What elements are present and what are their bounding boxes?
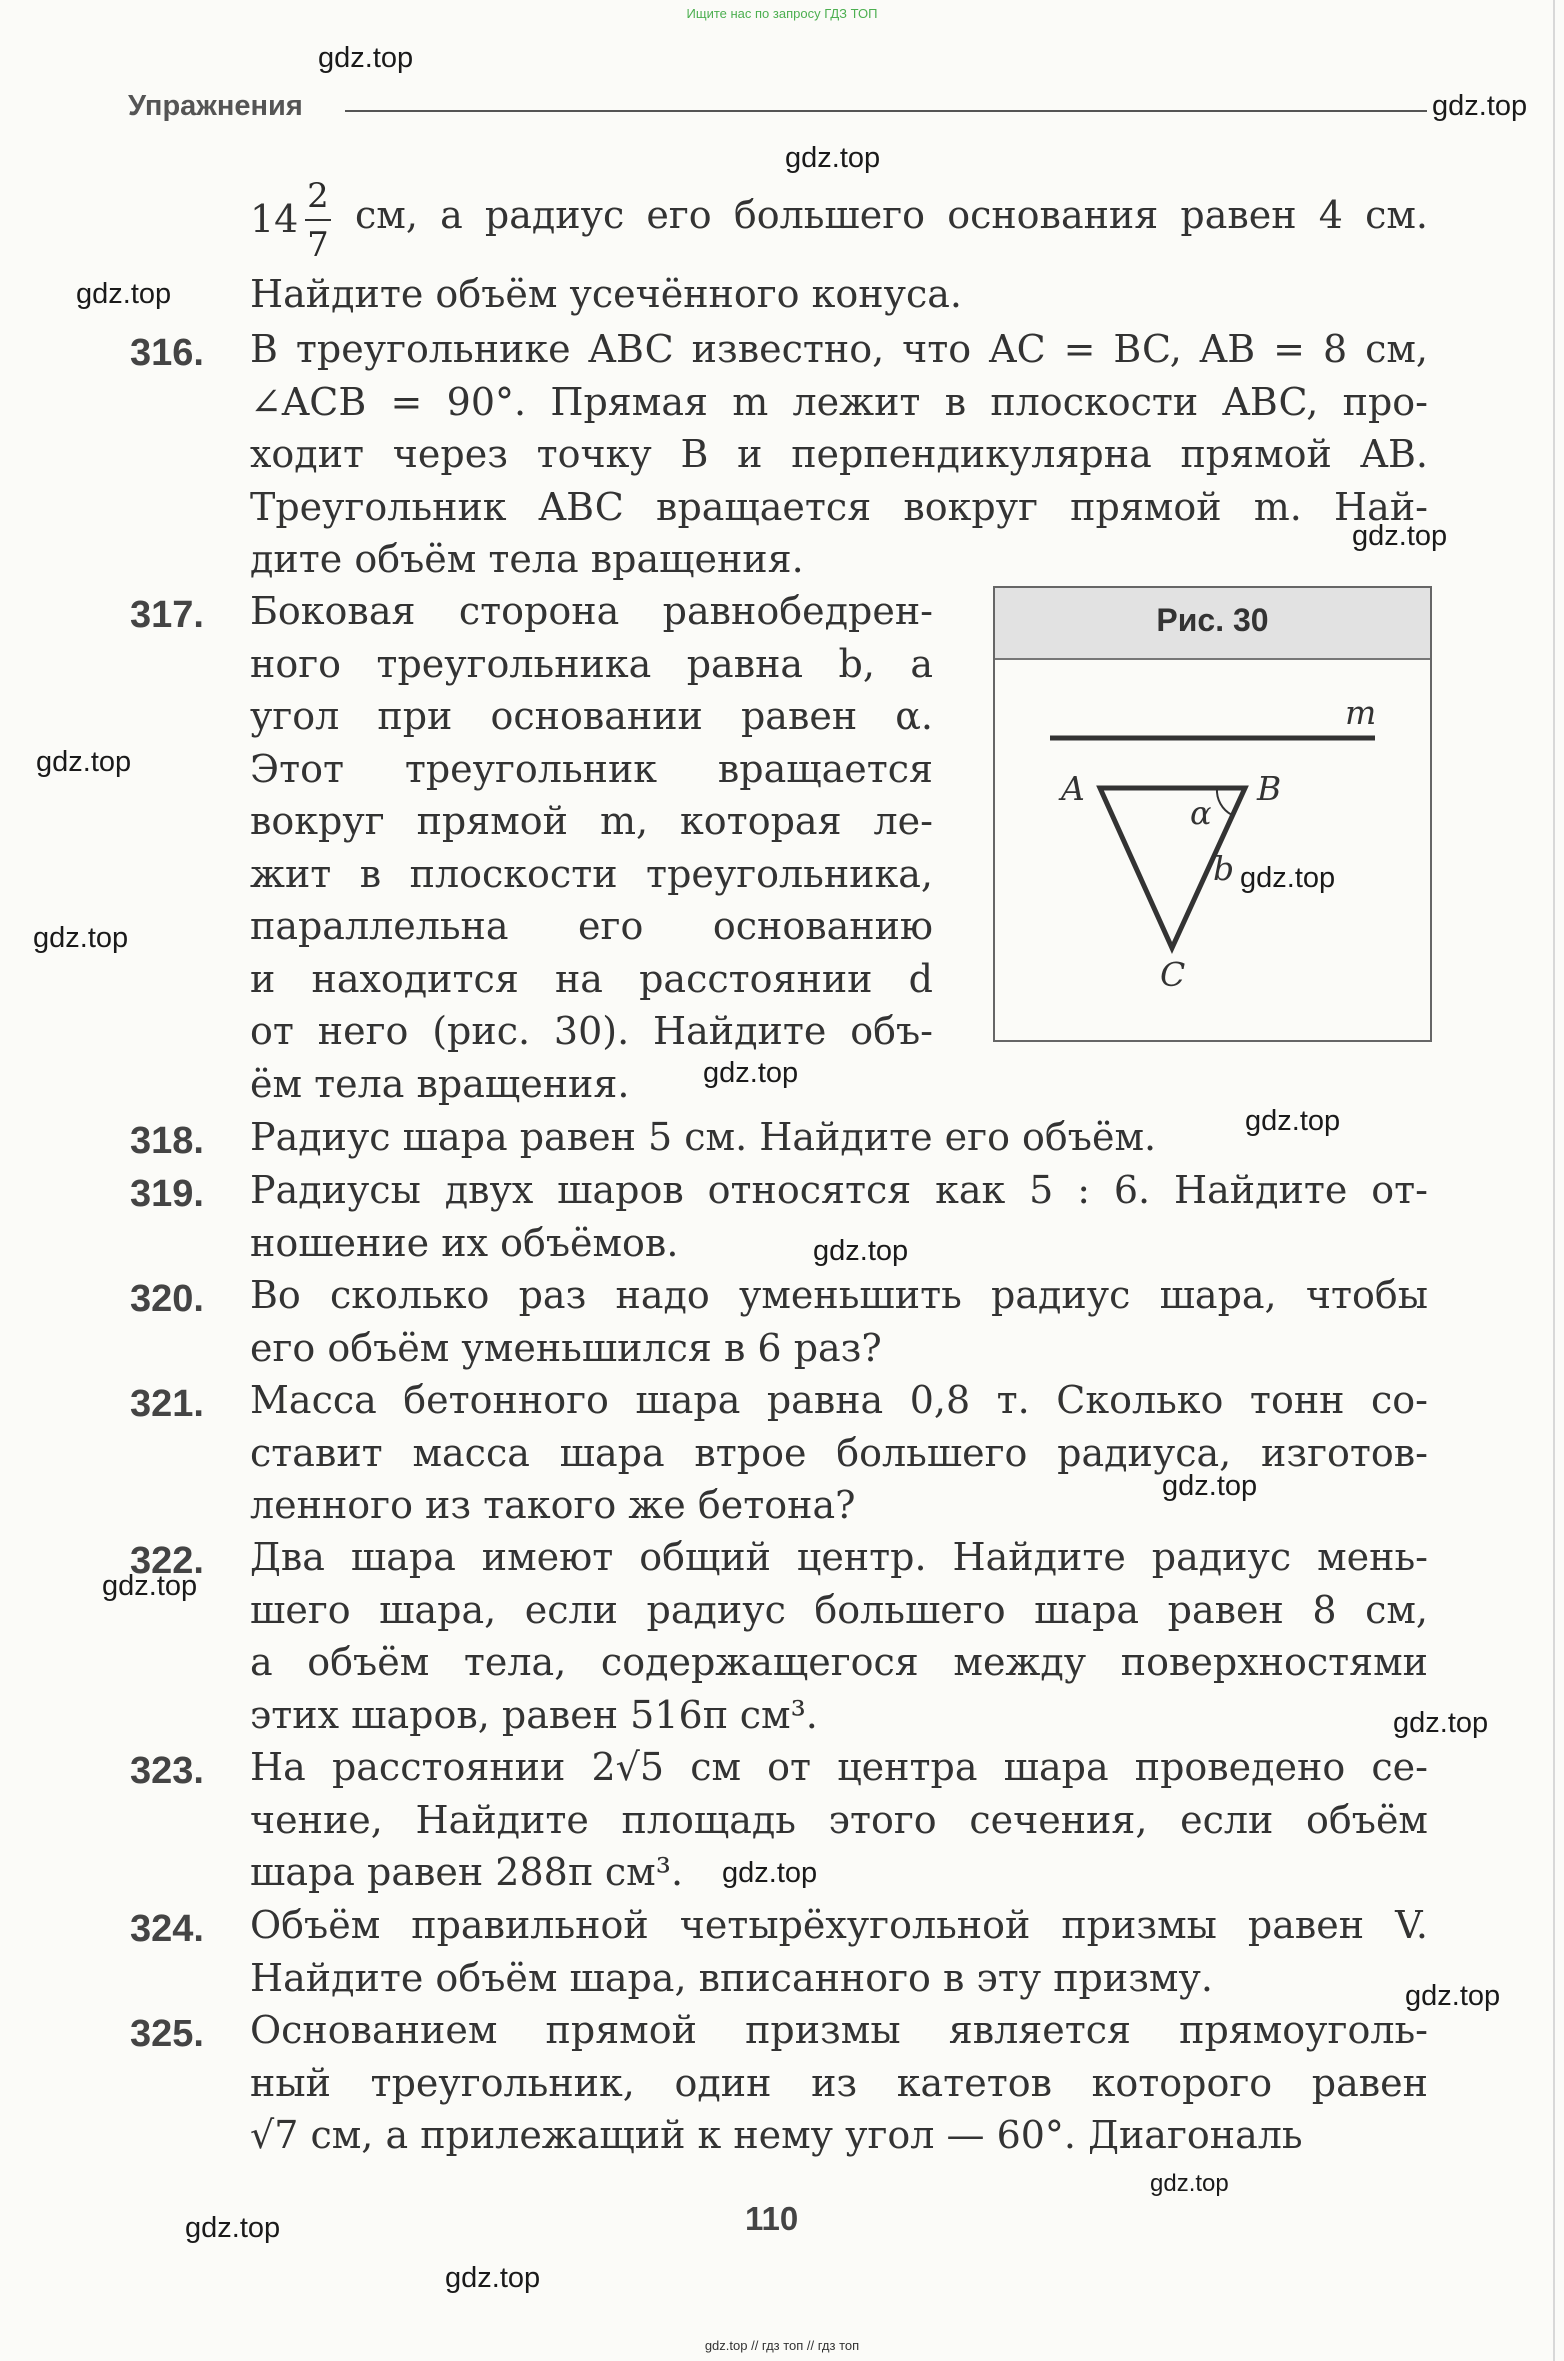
watermark: gdz.top (33, 922, 129, 954)
problem-325-line: Основанием прямой призмы является прямоуголь- (250, 2008, 1428, 2052)
watermark: gdz.top (722, 1857, 818, 1889)
watermark: gdz.top (1432, 90, 1528, 122)
problem-317-line: Этот треугольник вращается (250, 746, 933, 791)
watermark: gdz.top (1240, 862, 1336, 894)
problem-number: 321. (130, 1383, 204, 1425)
problem-317-line: от него (рис. 30). Найдите объ- (250, 1009, 933, 1053)
problem-number: 320. (130, 1278, 204, 1320)
problem-324-line: Найдите объём шара, вписанного в эту призму. (250, 1955, 1213, 2000)
problem-320-line: его объём уменьшился в 6 раз? (250, 1325, 882, 1370)
problem-319-line: ношение их объёмов. (250, 1220, 679, 1265)
problem-321-line: Масса бетонного шара равна 0,8 т. Сколько тонн со- (250, 1378, 1428, 1422)
watermark: gdz.top (102, 1570, 198, 1602)
problem-319-line: Радиусы двух шаров относятся как 5 : 6. Найдите от- (250, 1168, 1428, 1212)
problem-321-line: ленного из такого же бетона? (250, 1483, 856, 1527)
problem-321-line: ставит масса шара втрое большего радиуса, изготов- (250, 1430, 1428, 1475)
problem-325-line: √7 см, а прилежащий к нему угол — 60°. Диагональ (250, 2113, 1303, 2157)
problem-323-line: На расстоянии 2√5 см от центра шара проведено се- (250, 1745, 1428, 1789)
watermark: gdz.top (1393, 1707, 1489, 1739)
page-number: 110 (745, 2200, 799, 2237)
continuation-line-1: см, а радиус его большего основания равен 4 см. (355, 193, 1428, 237)
watermark: gdz.top (185, 2212, 281, 2244)
watermark: gdz.top (1245, 1105, 1341, 1137)
figure-title: Рис. 30 (1156, 602, 1269, 638)
watermark: gdz.top (813, 1235, 909, 1267)
problem-number: 322. (130, 1540, 204, 1582)
section-title: Упражнения (128, 90, 303, 122)
watermark: gdz.top (703, 1057, 799, 1089)
figure-30 (993, 586, 1432, 1042)
scan-edge (1553, 0, 1555, 2361)
watermark: gdz.top (1405, 1980, 1501, 2012)
label-c: C (1160, 955, 1186, 994)
problem-316-line: В треугольнике ABC известно, что AC = BC, AB = 8 см, (250, 327, 1428, 371)
problem-number: 325. (130, 2013, 204, 2055)
watermark: gdz.top (1150, 2170, 1229, 2197)
watermark: gdz.top (318, 42, 414, 74)
problem-number: 316. (130, 332, 204, 374)
problem-number: 323. (130, 1750, 204, 1792)
problem-316-line: ∠ACB = 90°. Прямая m лежит в плоскости ABC, про- (250, 379, 1428, 424)
problem-323-line: шара равен 288π см³. (250, 1850, 684, 1894)
problem-317-line: Боковая сторона равнобедрен- (250, 589, 933, 633)
problem-number: 318. (130, 1120, 204, 1162)
problem-317-line: ного треугольника равна b, а (250, 641, 933, 686)
problem-316-line: Треугольник ABC вращается вокруг прямой m. Най- (250, 484, 1428, 529)
bottom-banner: gdz.top // гдз топ // гдз топ (704, 2338, 860, 2353)
problem-number: 324. (130, 1908, 204, 1950)
problem-317-line: параллельна его основанию (250, 904, 933, 948)
fraction-bar (305, 219, 331, 221)
problem-316-line: ходит через точку B и перпендикулярна прямой AB. (250, 432, 1428, 476)
watermark: gdz.top (76, 278, 172, 310)
continuation-whole: 14 (250, 197, 299, 241)
problem-322-line: этих шаров, равен 516π см³. (250, 1692, 818, 1737)
problem-number: 319. (130, 1173, 204, 1215)
problem-316-line: дите объём тела вращения. (250, 537, 804, 581)
problem-325-line: ный треугольник, один из катетов которого равен (250, 2060, 1428, 2105)
continuation-line-2: Найдите объём усечённого конуса. (250, 272, 962, 316)
top-banner: Ищите нас по запросу ГДЗ ТОП (686, 6, 878, 21)
watermark: gdz.top (36, 746, 132, 778)
problem-317-line: и находится на расстоянии d (250, 956, 933, 1001)
problem-317-line: ём тела вращения. (250, 1061, 630, 1106)
problem-318-line: Радиус шара равен 5 см. Найдите его объём. (250, 1115, 1157, 1159)
problem-317-line: угол при основании равен α. (250, 694, 933, 738)
label-a: A (1061, 769, 1085, 808)
problem-number: 317. (130, 594, 204, 636)
watermark: gdz.top (785, 142, 881, 174)
figure-drawing (995, 588, 1430, 1040)
label-angle-alpha: α (1190, 794, 1212, 832)
label-b-vertex: B (1257, 769, 1282, 808)
watermark: gdz.top (1352, 520, 1448, 552)
problem-317-line: жит в плоскости треугольника, (250, 851, 933, 896)
problem-322-line: а объём тела, содержащегося между поверхностями (250, 1640, 1428, 1684)
label-m: m (1345, 693, 1377, 732)
angle-arc (1217, 788, 1232, 815)
section-rule (345, 110, 1427, 112)
problem-324-line: Объём правильной четырёхугольной призмы равен V. (250, 1903, 1428, 1947)
problem-320-line: Во сколько раз надо уменьшить радиус шара, чтобы (250, 1273, 1428, 1317)
label-side-b: b (1213, 849, 1235, 888)
problem-322-line: шего шара, если радиус большего шара равен 8 см, (250, 1587, 1428, 1632)
problem-323-line: чение, Найдите площадь этого сечения, если объём (250, 1797, 1428, 1842)
watermark: gdz.top (1162, 1470, 1258, 1502)
fraction-numerator: 2 (307, 176, 329, 216)
fraction-denominator: 7 (307, 225, 329, 265)
watermark: gdz.top (445, 2262, 541, 2294)
problem-322-line: Два шара имеют общий центр. Найдите радиус мень- (250, 1535, 1428, 1579)
problem-317-line: вокруг прямой m, которая ле- (250, 799, 933, 843)
